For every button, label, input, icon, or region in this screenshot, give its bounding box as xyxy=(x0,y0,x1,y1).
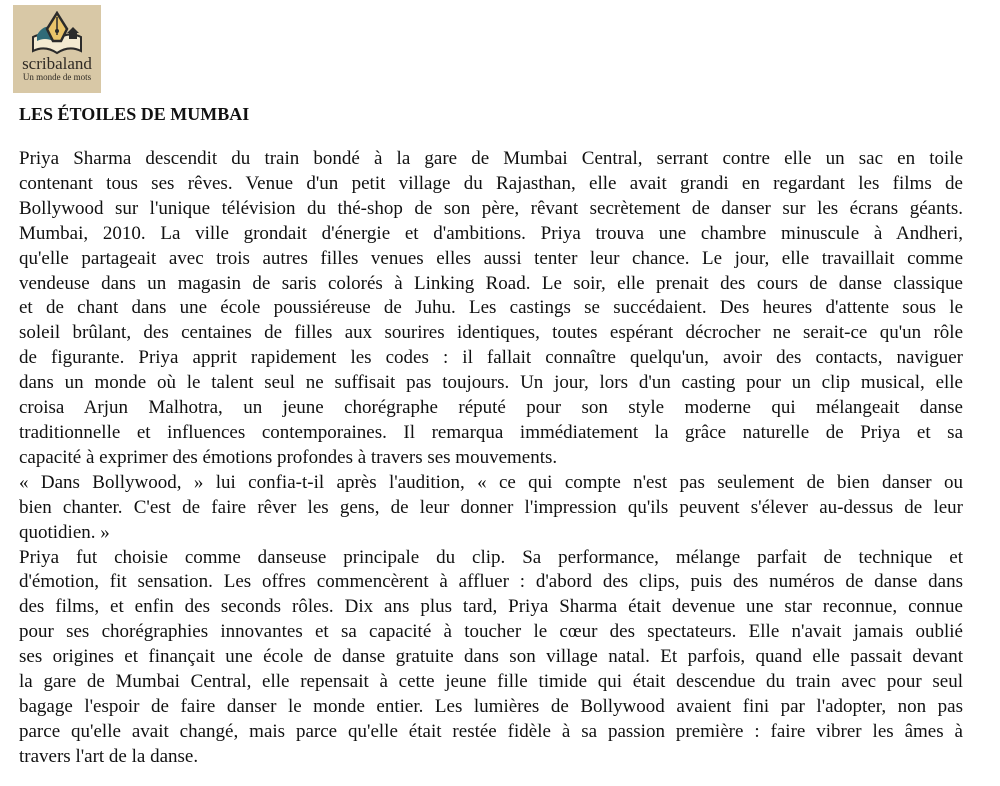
text-line: Priya fut choisie comme danseuse principale du clip. Sa performance, mélange parfait de technique et xyxy=(19,546,963,568)
text-line: traditionnelle et influences contemporaines. Il remarqua immédiatement la grâce naturelle de Priya et sa xyxy=(19,421,963,443)
text-line: pour ses chorégraphies innovantes et sa capacité à toucher le cœur des spectateurs. Elle n'avait jamais oublié xyxy=(19,621,963,643)
paragraph xyxy=(19,471,963,546)
paragraph xyxy=(19,546,963,770)
text-line: de figurante. Priya apprit rapidement les codes : il fallait connaître quelqu'un, avoir des contacts, naviguer xyxy=(19,347,963,369)
text-line: d'émotion, fit sensation. Les offres commencèrent à affluer : d'abord des clips, puis des numéros de danse dans xyxy=(19,571,963,593)
pen-book-icon xyxy=(29,11,85,55)
paragraph xyxy=(19,147,963,471)
text-line: parce qu'elle avait changé, mais parce qu'elle était restée fidèle à sa passion première : faire vibrer les âmes à xyxy=(19,720,963,742)
text-line: travers l'art de la danse. xyxy=(19,745,199,767)
text-line: soleil brûlant, des centaines de filles aux sourires identiques, toutes espérant décrocher ne serait-ce qu'un rôle xyxy=(19,322,963,344)
text-line: « Dans Bollywood, » lui confia-t-il après l'audition, « ce qui compte n'est pas seulement de bien danser ou xyxy=(19,471,963,493)
logo-name: scribaland xyxy=(22,54,92,73)
text-line: contenant tous ses rêves. Venue d'un petit village du Rajasthan, elle avait grandi en regardant les films de xyxy=(19,172,963,194)
document-body xyxy=(19,147,963,770)
text-line: Mumbai, 2010. La ville grondait d'énergie et d'ambitions. Priya trouva une chambre minuscule à Andheri, xyxy=(19,222,963,244)
text-line: qu'elle partageait avec trois autres filles venues elles aussi tenter leur chance. Le jour, elle travaillait comme xyxy=(19,247,963,269)
text-line: et de chant dans une école poussiéreuse de Juhu. Les castings se succédaient. Des heures d'attente sous le xyxy=(19,297,963,319)
logo-tagline: Un monde de mots xyxy=(22,72,92,82)
text-line: des films, et enfin des seconds rôles. Dix ans plus tard, Priya Sharma était devenue une star reconnue, connue xyxy=(19,596,963,618)
text-line: Bollywood sur l'unique télévision du thé-shop de son père, rêvant secrètement de danser sur les écrans géants. xyxy=(19,197,963,219)
text-line: dans un monde où le talent seul ne suffisait pas toujours. Un jour, lors d'un casting pour un clip musical, elle xyxy=(19,372,963,394)
text-line: quotidien. » xyxy=(19,521,110,543)
text-line: croisa Arjun Malhotra, un jeune chorégraphe réputé pour son style moderne qui mélangeait danse xyxy=(19,397,963,419)
text-line: bagage l'espoir de faire danser le monde entier. Les lumières de Bollywood avaient fini par l'adopter, non pas xyxy=(19,695,963,717)
text-line: vendeuse dans un magasin de saris colorés à Linking Road. Le soir, elle prenait des cours de danse classique xyxy=(19,272,963,294)
text-line: ses origines et finançait une école de danse gratuite dans son village natal. Et parfois, quand elle passait devant xyxy=(19,646,963,668)
text-line: Priya Sharma descendit du train bondé à la gare de Mumbai Central, serrant contre elle un sac en toile xyxy=(19,148,963,169)
text-line: bien chanter. C'est de faire rêver les gens, de leur donner l'impression qu'ils peuvent s'élever au-dessus de leur xyxy=(19,496,963,518)
text-line: capacité à exprimer des émotions profondes à travers ses mouvements. xyxy=(19,446,558,468)
text-line: la gare de Mumbai Central, elle repensait à cette jeune fille timide qui était descendue du train avec pour seul xyxy=(19,671,963,693)
scribaland-logo xyxy=(13,5,101,93)
document-title: LES ÉTOILES DE MUMBAI xyxy=(19,104,250,124)
